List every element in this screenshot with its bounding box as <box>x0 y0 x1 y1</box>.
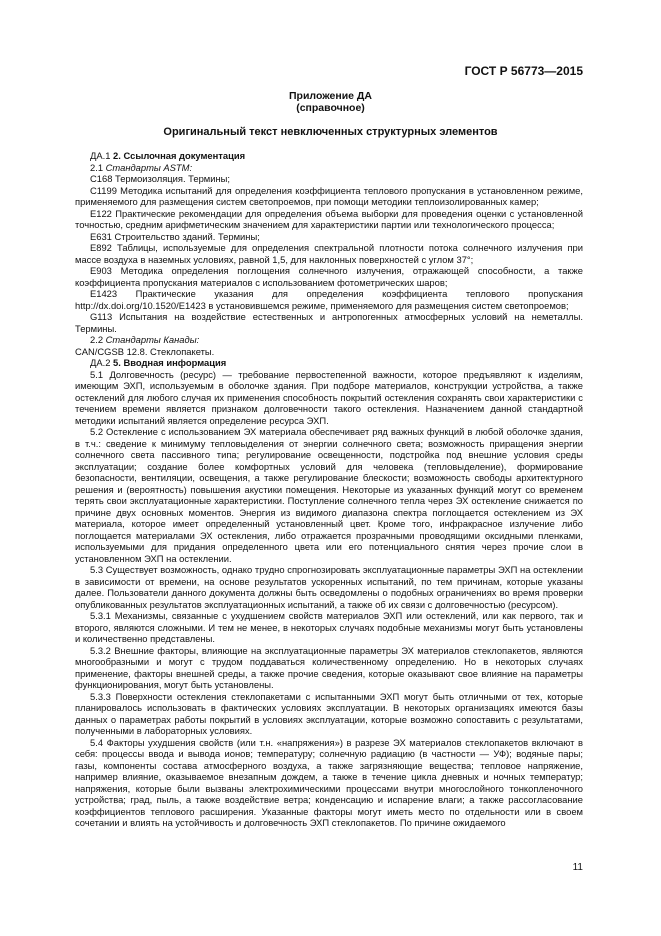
reference-g113: G113 Испытания на воздействие естественных и антропогенных атмосферных условий на неметаллы. Термины. <box>75 311 583 334</box>
section-da1-heading <box>75 150 583 162</box>
subsection-number: 2.1 <box>90 161 106 173</box>
reference-e1423: Е1423 Практические указания для определения коэффициента теплового пропускания http://dx.doi.org/10.1520/E1423 в установившемся режиме, применяемого для размещения систем светопроемов; <box>75 288 583 311</box>
subsection-astm-heading <box>75 162 583 174</box>
page-number: 11 <box>572 862 583 873</box>
section-title: 5. Вводная информация <box>113 357 227 368</box>
paragraph-5-3: 5.3 Существует возможность, однако трудно спрогнозировать эксплуатационные параметры ЭХП на остеклении в зависимости от времени, на основе результатов ускоренных испытаний, по тем причинам, которые указаны далее. Пользователи данного документа должны быть осведомлены о подобных ограничениях во время проверки опубликованных результатов эксплуатационных испытаний, а также об их связи с долговечностью (ресурсом). <box>75 564 583 610</box>
paragraph-5-3-2: 5.3.2 Внешние факторы, влияющие на эксплуатационные параметры ЭХ материалов стеклопакетов, являются многообразными и могут с трудом поддаваться количественному определению. Но в некоторых случаях применение, факторы внешней среды, а также прочие сведения, которые оказывают свое влияние на параметры функционирования, могут быть установлены. <box>75 644 583 690</box>
reference-cgsb: CAN/CGSB 12.8. Стеклопакеты. <box>75 345 215 357</box>
document-body <box>75 150 583 829</box>
paragraph-5-1: 5.1 Долговечность (ресурс) — требование первостепенной важности, которое предъявляют к изделиям, имеющим ЭХП, используемым в оболочке здания. При подборе материалов, конструкции устройства, а также остеклений для любого случая их применения способность покрытий остекления сохранять свои характеристики с течением времени является признаком долговечности такого остекления. Назначением данной стандартной методики испытаний является определение ресурса ЭХП. <box>75 368 583 426</box>
reference-e903: Е903 Методика определения поглощения солнечного излучения, отражающей способности, а также коэффициента пропускания материалов с использованием фотометрических шаров; <box>75 265 583 288</box>
paragraph-5-3-1: 5.3.1 Механизмы, связанные с ухудшением свойств материалов ЭХП или остеклений, или как первого, так и второго, являются сложными. И тем не менее, в некоторых случаях подобные механизмы могут быть установлены и количественно представлены. <box>75 610 583 644</box>
appendix-title: Приложение ДА <box>289 90 372 102</box>
reference-e122: Е122 Практические рекомендации для определения объема выборки для проведения оценки с установленной точностью, средним арифметическим значением для характеристики партии или технологического процесса; <box>75 207 583 230</box>
reference-c168: С168 Термоизоляция. Термины; <box>90 173 231 184</box>
standard-code: ГОСТ Р 56773—2015 <box>464 64 583 78</box>
reference-c1199: С1199 Методика испытаний для определения коэффициента теплового пропускания в установленном режиме, применяемого для размещения систем светопроемов, при помощи методики теплоизолированных камер; <box>75 184 583 207</box>
paragraph-5-4: 5.4 Факторы ухудшения свойств (или т.н. «напряжения») в разрезе ЭХ материалов стеклопакетов включают в себя: процессы ввода и вывода ионов; температуру; солнечную радиацию (в частности — УФ); водяные пары; газы, компоненты состава атмосферного воздуха, а также загрязняющие вещества; тепловое напряжение, например влияние, оказываемое внезапным дождем, а также в течение цикла дневных и ночных температур; напряжения, которые были вызваны электрохимическими процессами внутри многослойного тонкопленочного устройства; град, пыль, а также воздействие ветра; конденсацию и испарение влаги; а также рассогласование коэффициентов теплового расширения. Указанные факторы могут иметь место по отдельности или в своем сочетании и влиять на устойчивость и долговечность ЭХП стеклопакетов. По причине ожидаемого <box>75 736 583 828</box>
document-title: Оригинальный текст невключенных структурных элементов <box>163 126 498 138</box>
reference-e892: Е892 Таблицы, используемые для определения спектральной плотности потока солнечного излучения при массе воздуха в наземных условиях, равной 1,5, для наклонных поверхностей с углом 37°; <box>75 242 583 265</box>
subsection-title: Стандарты Канады: <box>105 334 200 345</box>
subsection-title: Стандарты ASTM: <box>105 161 193 173</box>
section-number: ДА.1 <box>90 150 114 161</box>
section-da2-heading <box>75 357 583 369</box>
section-title: 2. Ссылочная документация <box>113 150 246 161</box>
appendix-heading <box>0 90 661 114</box>
subsection-canada-heading <box>75 334 583 346</box>
paragraph-5-3-3: 5.3.3 Поверхности остекления стеклопакетами с испытанными ЭХП могут быть отличными от тех, которые планировалось использовать в фактических условиях эксплуатации. В некоторых организациях имеются базы данных о параметрах работы покрытий в условиях эксплуатации, которые возможно сопоставить с результатами, полученными в лабораторных условиях. <box>75 690 583 736</box>
subsection-number: 2.2 <box>90 334 106 345</box>
section-number: ДА.2 <box>90 357 114 368</box>
reference-e631: Е631 Строительство зданий. Термины; <box>90 230 260 242</box>
appendix-subtitle: (справочное) <box>296 102 365 114</box>
paragraph-5-2: 5.2 Остекление с использованием ЭХ материала обеспечивает ряд важных функций в любой оболочке здания, в т.ч.: сведение к минимуму тепловыделения от энергии солнечного света; возможность приращения энергии солнечного света пассивного типа; регулирование освещенности, подстройка под внешние условия среды эксплуатации; создание более комфортных условий для человека (тепловыделение), формирование безопасности, вентиляции, освещения, а также регулирование блескости; возможность свободы архитектурного решения и (вероятность) повышения акустики помещения. Некоторые из указанных функций могут со временем терять свои эксплуатационные характеристики. Поступление солнечного тепла через ЭХ остекление снижается по причине двух основных моментов. Энергия из видимого диапазона спектра поглощается остеклением из ЭХ материала, которое имеет определенный установленный цвет. Кроме того, инфракрасное излучение либо поглощается материалами ЭХ остекления, либо отражается прозрачными проводящими оксидными пленками, используемыми для придания определенного цвета или его потенциального снятия через прочие слои в установленном ЭХП на остеклении. <box>75 426 583 564</box>
